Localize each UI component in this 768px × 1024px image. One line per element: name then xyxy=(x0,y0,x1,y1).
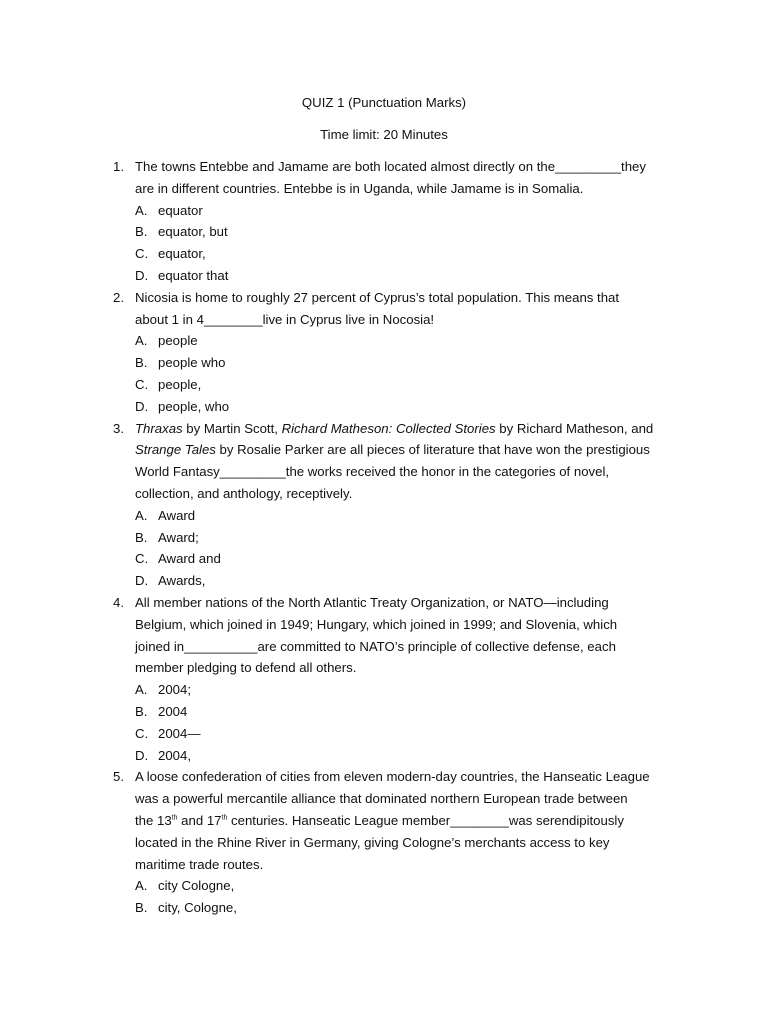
option-letter: A. xyxy=(135,682,148,698)
answer-option xyxy=(0,330,768,352)
question-text-line xyxy=(0,592,768,614)
option-letter: D. xyxy=(135,398,149,414)
answer-option xyxy=(0,875,768,897)
question-text-segment: World Fantasy_________the works received the honor in the categories of novel, xyxy=(135,464,610,480)
question-text-segment: by Rosalie Parker are all pieces of literature that have won the prestigious xyxy=(215,442,650,458)
question-text-segment: by Martin Scott, xyxy=(182,420,282,436)
option-text: equator that xyxy=(158,267,229,283)
answer-option xyxy=(0,243,768,265)
question-number: 5. xyxy=(113,769,124,785)
option-text: 2004; xyxy=(158,682,192,698)
question-text-segment: by Richard Matheson, and xyxy=(495,420,654,436)
answer-option xyxy=(0,221,768,243)
question-item xyxy=(0,592,768,766)
answer-option xyxy=(0,265,768,287)
option-text: Award and xyxy=(158,551,221,567)
question-text-line xyxy=(0,483,768,505)
option-text: equator xyxy=(158,202,203,218)
option-text: Award; xyxy=(158,529,199,545)
option-letter: D. xyxy=(135,747,149,763)
option-text: people, who xyxy=(158,398,230,414)
option-letter: C. xyxy=(135,725,149,741)
option-text: 2004— xyxy=(158,725,201,741)
question-text-line xyxy=(0,832,768,854)
option-text: people, xyxy=(158,376,202,392)
question-text-line xyxy=(0,636,768,658)
option-letter: B. xyxy=(135,703,148,719)
question-text-segment: th xyxy=(221,814,228,822)
question-text-segment: The towns Entebbe and Jamame are both located almost directly on the_________they xyxy=(135,159,646,174)
option-letter: C. xyxy=(135,246,149,262)
option-letter: D. xyxy=(135,573,149,589)
option-letter: A. xyxy=(135,202,148,218)
option-text: equator, xyxy=(158,246,206,262)
question-text-line xyxy=(0,461,768,483)
question-text-segment: centuries. Hanseatic League member________was serendipitously xyxy=(227,812,624,828)
question-text-line xyxy=(0,657,768,679)
question-item xyxy=(0,287,768,418)
option-text: equator, but xyxy=(158,224,228,240)
question-text-line xyxy=(0,156,768,178)
answer-option xyxy=(0,723,768,745)
question-text-line xyxy=(0,418,768,440)
question-item xyxy=(0,766,768,919)
quiz-title: QUIZ 1 (Punctuation Marks) xyxy=(301,95,467,110)
question-text-line xyxy=(0,810,768,832)
option-letter: B. xyxy=(135,355,148,371)
question-list xyxy=(0,156,768,919)
option-text: Award xyxy=(158,507,196,523)
question-number: 4. xyxy=(113,594,124,610)
answer-option xyxy=(0,745,768,767)
question-text-line xyxy=(0,287,768,309)
option-letter: A. xyxy=(135,507,148,523)
option-text: 2004 xyxy=(158,703,188,719)
time-limit: Time limit: 20 Minutes xyxy=(320,127,448,142)
option-letter: A. xyxy=(135,878,148,894)
answer-option xyxy=(0,570,768,592)
question-item xyxy=(0,418,768,592)
answer-option xyxy=(0,374,768,396)
question-text-line xyxy=(0,766,768,788)
question-text-segment: the 13 xyxy=(135,812,172,828)
question-text-segment: A loose confederation of cities from eleven modern-day countries, the Hanseatic League xyxy=(135,769,650,785)
question-item xyxy=(0,156,768,287)
option-letter: A. xyxy=(135,333,148,349)
option-text: people who xyxy=(158,355,226,371)
answer-option xyxy=(0,352,768,374)
italic-title-text: Richard Matheson: Collected Stories xyxy=(281,420,496,436)
question-text-segment: All member nations of the North Atlantic Treaty Organization, or NATO—including xyxy=(135,594,609,610)
option-text: 2004, xyxy=(158,747,192,763)
option-text: Awards, xyxy=(158,573,206,589)
answer-option xyxy=(0,679,768,701)
question-text-segment: joined in__________are committed to NATO’s principle of collective defense, each xyxy=(135,638,616,654)
answer-option xyxy=(0,200,768,222)
question-text-line xyxy=(0,309,768,331)
answer-option xyxy=(0,396,768,418)
answer-option xyxy=(0,505,768,527)
italic-title-text: Thraxas xyxy=(135,420,183,436)
question-text-segment: located in the Rhine River in Germany, giving Cologne’s merchants access to key xyxy=(135,834,610,850)
question-text-segment: are in different countries. Entebbe is in Uganda, while Jamame is in Somalia. xyxy=(135,180,584,196)
option-letter: C. xyxy=(135,551,149,567)
question-text-line xyxy=(0,788,768,810)
option-text: city, Cologne, xyxy=(158,900,237,916)
question-text-line xyxy=(0,614,768,636)
question-number: 3. xyxy=(113,420,124,436)
option-letter: C. xyxy=(135,376,149,392)
question-text-segment: and 17 xyxy=(177,812,222,828)
option-letter: B. xyxy=(135,224,148,240)
question-number: 2. xyxy=(113,289,124,305)
answer-option xyxy=(0,897,768,919)
option-text: people xyxy=(158,333,198,349)
question-text-segment: member pledging to defend all others. xyxy=(135,660,357,676)
question-text-segment: maritime trade routes. xyxy=(135,856,264,872)
answer-option xyxy=(0,701,768,723)
question-text-segment: about 1 in 4________live in Cyprus live in Nocosia! xyxy=(135,311,435,327)
question-number: 1. xyxy=(113,159,124,174)
question-text-line xyxy=(0,178,768,200)
question-text-segment: Nicosia is home to roughly 27 percent of Cyprus’s total population. This means that xyxy=(135,289,620,305)
answer-option xyxy=(0,548,768,570)
question-text-line xyxy=(0,854,768,876)
option-text: city Cologne, xyxy=(158,878,235,894)
option-letter: B. xyxy=(135,900,148,916)
question-text-segment: th xyxy=(171,814,178,822)
option-letter: B. xyxy=(135,529,148,545)
option-letter: D. xyxy=(135,267,149,283)
italic-title-text: Strange Tales xyxy=(135,442,216,458)
question-text-line xyxy=(0,439,768,461)
answer-option xyxy=(0,527,768,549)
question-text-segment: collection, and anthology, receptively. xyxy=(135,485,353,501)
question-text-segment: was a powerful mercantile alliance that dominated northern European trade between xyxy=(135,791,628,807)
question-text-segment: Belgium, which joined in 1949; Hungary, which joined in 1999; and Slovenia, which xyxy=(135,616,618,632)
